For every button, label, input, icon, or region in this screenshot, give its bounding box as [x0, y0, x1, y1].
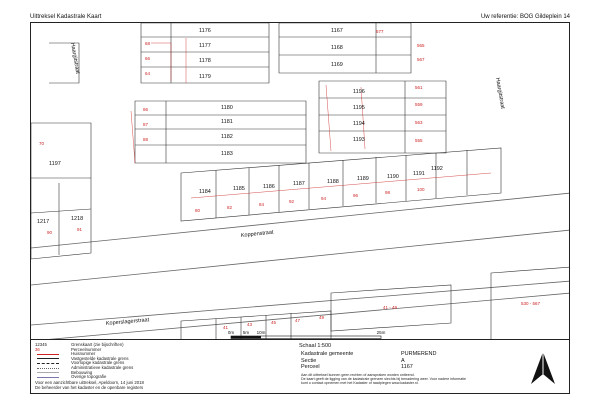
parcel-number: 1168	[331, 45, 343, 51]
info-value: PURMEREND	[401, 351, 437, 357]
block-1193-1196	[319, 81, 446, 153]
parcel-number: 1218	[71, 216, 84, 222]
document-title: Uittreksel Kadastrale Kaart	[30, 14, 102, 20]
reference-label: Uw referentie: BOG Gildeplein 14	[480, 14, 570, 20]
legend-and-info-panel	[30, 330, 570, 394]
parcel-number: 1190	[387, 174, 399, 180]
road-lower-edge	[31, 230, 570, 285]
parcel-number: 1191	[413, 171, 425, 177]
parcel-number: 1192	[431, 166, 443, 172]
legend-line-sample	[37, 377, 59, 378]
scale-bar	[221, 328, 401, 342]
parcel-number: 1178	[199, 58, 211, 64]
legend-line-sample	[37, 363, 59, 364]
parcel-number: 1179	[199, 74, 211, 80]
legend-line-sample	[37, 368, 59, 369]
scale-tick-label: 0m	[227, 330, 235, 335]
parcel-number: 1195	[353, 105, 365, 111]
house-number: 530 - 567	[521, 301, 541, 306]
map-frame[interactable]	[30, 22, 570, 340]
parcel-number: 1187	[293, 181, 305, 187]
parcel-number: 1176	[199, 28, 211, 34]
legend-label: Perceelnummer	[71, 346, 102, 352]
parcel-number: 1180	[221, 105, 233, 111]
legend-footer-line: Voor een aanzichtbare uittreksel, Apeldoorn, 14 juni 2018	[35, 380, 144, 385]
legend-sample-text: 36	[35, 346, 40, 352]
legend-line-sample	[37, 354, 59, 355]
house-number: 90	[47, 230, 53, 235]
legend-label: Administratieve kadastrale grens	[71, 365, 134, 370]
parcel-number: 1193	[353, 137, 365, 143]
north-arrow-icon	[525, 344, 561, 388]
house-number: 92	[289, 199, 295, 204]
road2-upper-edge	[31, 281, 570, 325]
house-number: 577	[376, 29, 384, 34]
house-number: 88	[143, 137, 149, 142]
legend-sample-text: 12345	[35, 342, 47, 347]
parcel-number: 1184	[199, 189, 211, 195]
road-upper-edge	[31, 193, 570, 248]
house-number: 41 - 49	[383, 305, 398, 310]
legend-label: Bebouwing	[71, 369, 93, 375]
legend-label: Overige topografie	[71, 374, 107, 380]
house-number: 87	[143, 122, 149, 127]
street-name: Koperslagerstraat	[105, 317, 150, 327]
legend-label: Voorlopige kadastrale grens	[71, 360, 125, 366]
block-1167-1169	[279, 23, 411, 73]
parcel-number: 1177	[199, 43, 211, 49]
house-number: 41	[223, 325, 229, 330]
scale-tick-label: 5m	[242, 330, 250, 335]
info-label: Perceel	[301, 364, 320, 370]
parcel-number: 1181	[221, 119, 233, 125]
street-name: Haargitstraat	[69, 42, 81, 75]
house-number: 84	[259, 202, 265, 207]
house-number: 68	[145, 41, 151, 46]
cadastral-map[interactable]	[31, 23, 570, 340]
house-number: 45	[271, 320, 277, 325]
parcel-number: 1167	[331, 28, 343, 34]
house-number: 82	[227, 205, 233, 210]
house-number: 91	[77, 227, 83, 232]
legend-label: Huisnummer	[71, 351, 96, 357]
house-number: 94	[321, 196, 327, 201]
parcel-number: 1188	[327, 179, 339, 185]
house-number: 563	[415, 120, 423, 125]
parcel-number: 1186	[263, 184, 275, 190]
street-name: Koppenstraat	[240, 229, 274, 239]
info-label: Sectie	[301, 357, 317, 364]
info-value: A	[401, 357, 405, 364]
house-number: 49	[319, 315, 325, 320]
scale-tick-label: 25m	[376, 330, 386, 335]
row-1184-1192	[181, 148, 501, 221]
house-number: 70	[39, 141, 45, 146]
legend-footer-line: De beheerder van het kadaster en de openbare registers	[35, 385, 144, 390]
parcel-number: 1183	[221, 151, 233, 157]
disclaimer-line: Aan dit uittreksel kunnen geen rechten of aanspraken worden ontleend.	[301, 373, 415, 377]
house-number: 98	[385, 190, 391, 195]
legend-line-sample	[37, 372, 59, 373]
house-number: 565	[417, 43, 425, 48]
parcel-number: 1169	[331, 62, 343, 68]
scale-tick-label: 10m	[256, 330, 266, 335]
parcel-number: 1196	[353, 89, 365, 95]
parcel-number: 1185	[233, 186, 245, 192]
scale-bar-segment	[231, 336, 261, 339]
house-number: 43	[247, 322, 253, 327]
info-value: 1167	[401, 364, 413, 370]
inner-property-lines	[131, 43, 491, 198]
house-number: 555	[415, 138, 423, 143]
parcel-number: 1194	[353, 121, 365, 127]
legend-line-sample	[37, 358, 59, 359]
house-number: 86	[143, 107, 149, 112]
parcel-number: 1197	[49, 161, 61, 167]
house-number: 561	[415, 85, 423, 90]
legend-label: Grenskaart (zie bijschriften)	[71, 342, 124, 347]
parcel-number: 1189	[357, 176, 369, 182]
house-number: 64	[145, 71, 151, 76]
house-number: 559	[415, 102, 423, 107]
parcel-number: 1217	[37, 219, 50, 225]
info-label: Kadastrale gemeente	[301, 351, 354, 357]
street-name: Haargitstraat	[494, 77, 506, 110]
house-number: 80	[195, 208, 201, 213]
house-number: 47	[295, 318, 301, 323]
disclaimer-line: De kaart geeft de ligging van de kadastrale grenzen slechts bij benadering weer. Voor nadere informatie	[301, 377, 467, 382]
house-number: 100	[417, 187, 425, 192]
house-number: 66	[145, 56, 151, 61]
house-number: 96	[353, 193, 359, 198]
disclaimer-line: kunt u contact opnemen met het Kadaster of raadplegen www.kadaster.nl.	[301, 381, 419, 386]
parcel-number: 1182	[221, 134, 233, 140]
scale-title: Schaal 1:500	[299, 343, 332, 349]
house-number: 567	[417, 57, 425, 62]
legend-label: Vastgestelde kadastrale grens	[71, 355, 129, 361]
